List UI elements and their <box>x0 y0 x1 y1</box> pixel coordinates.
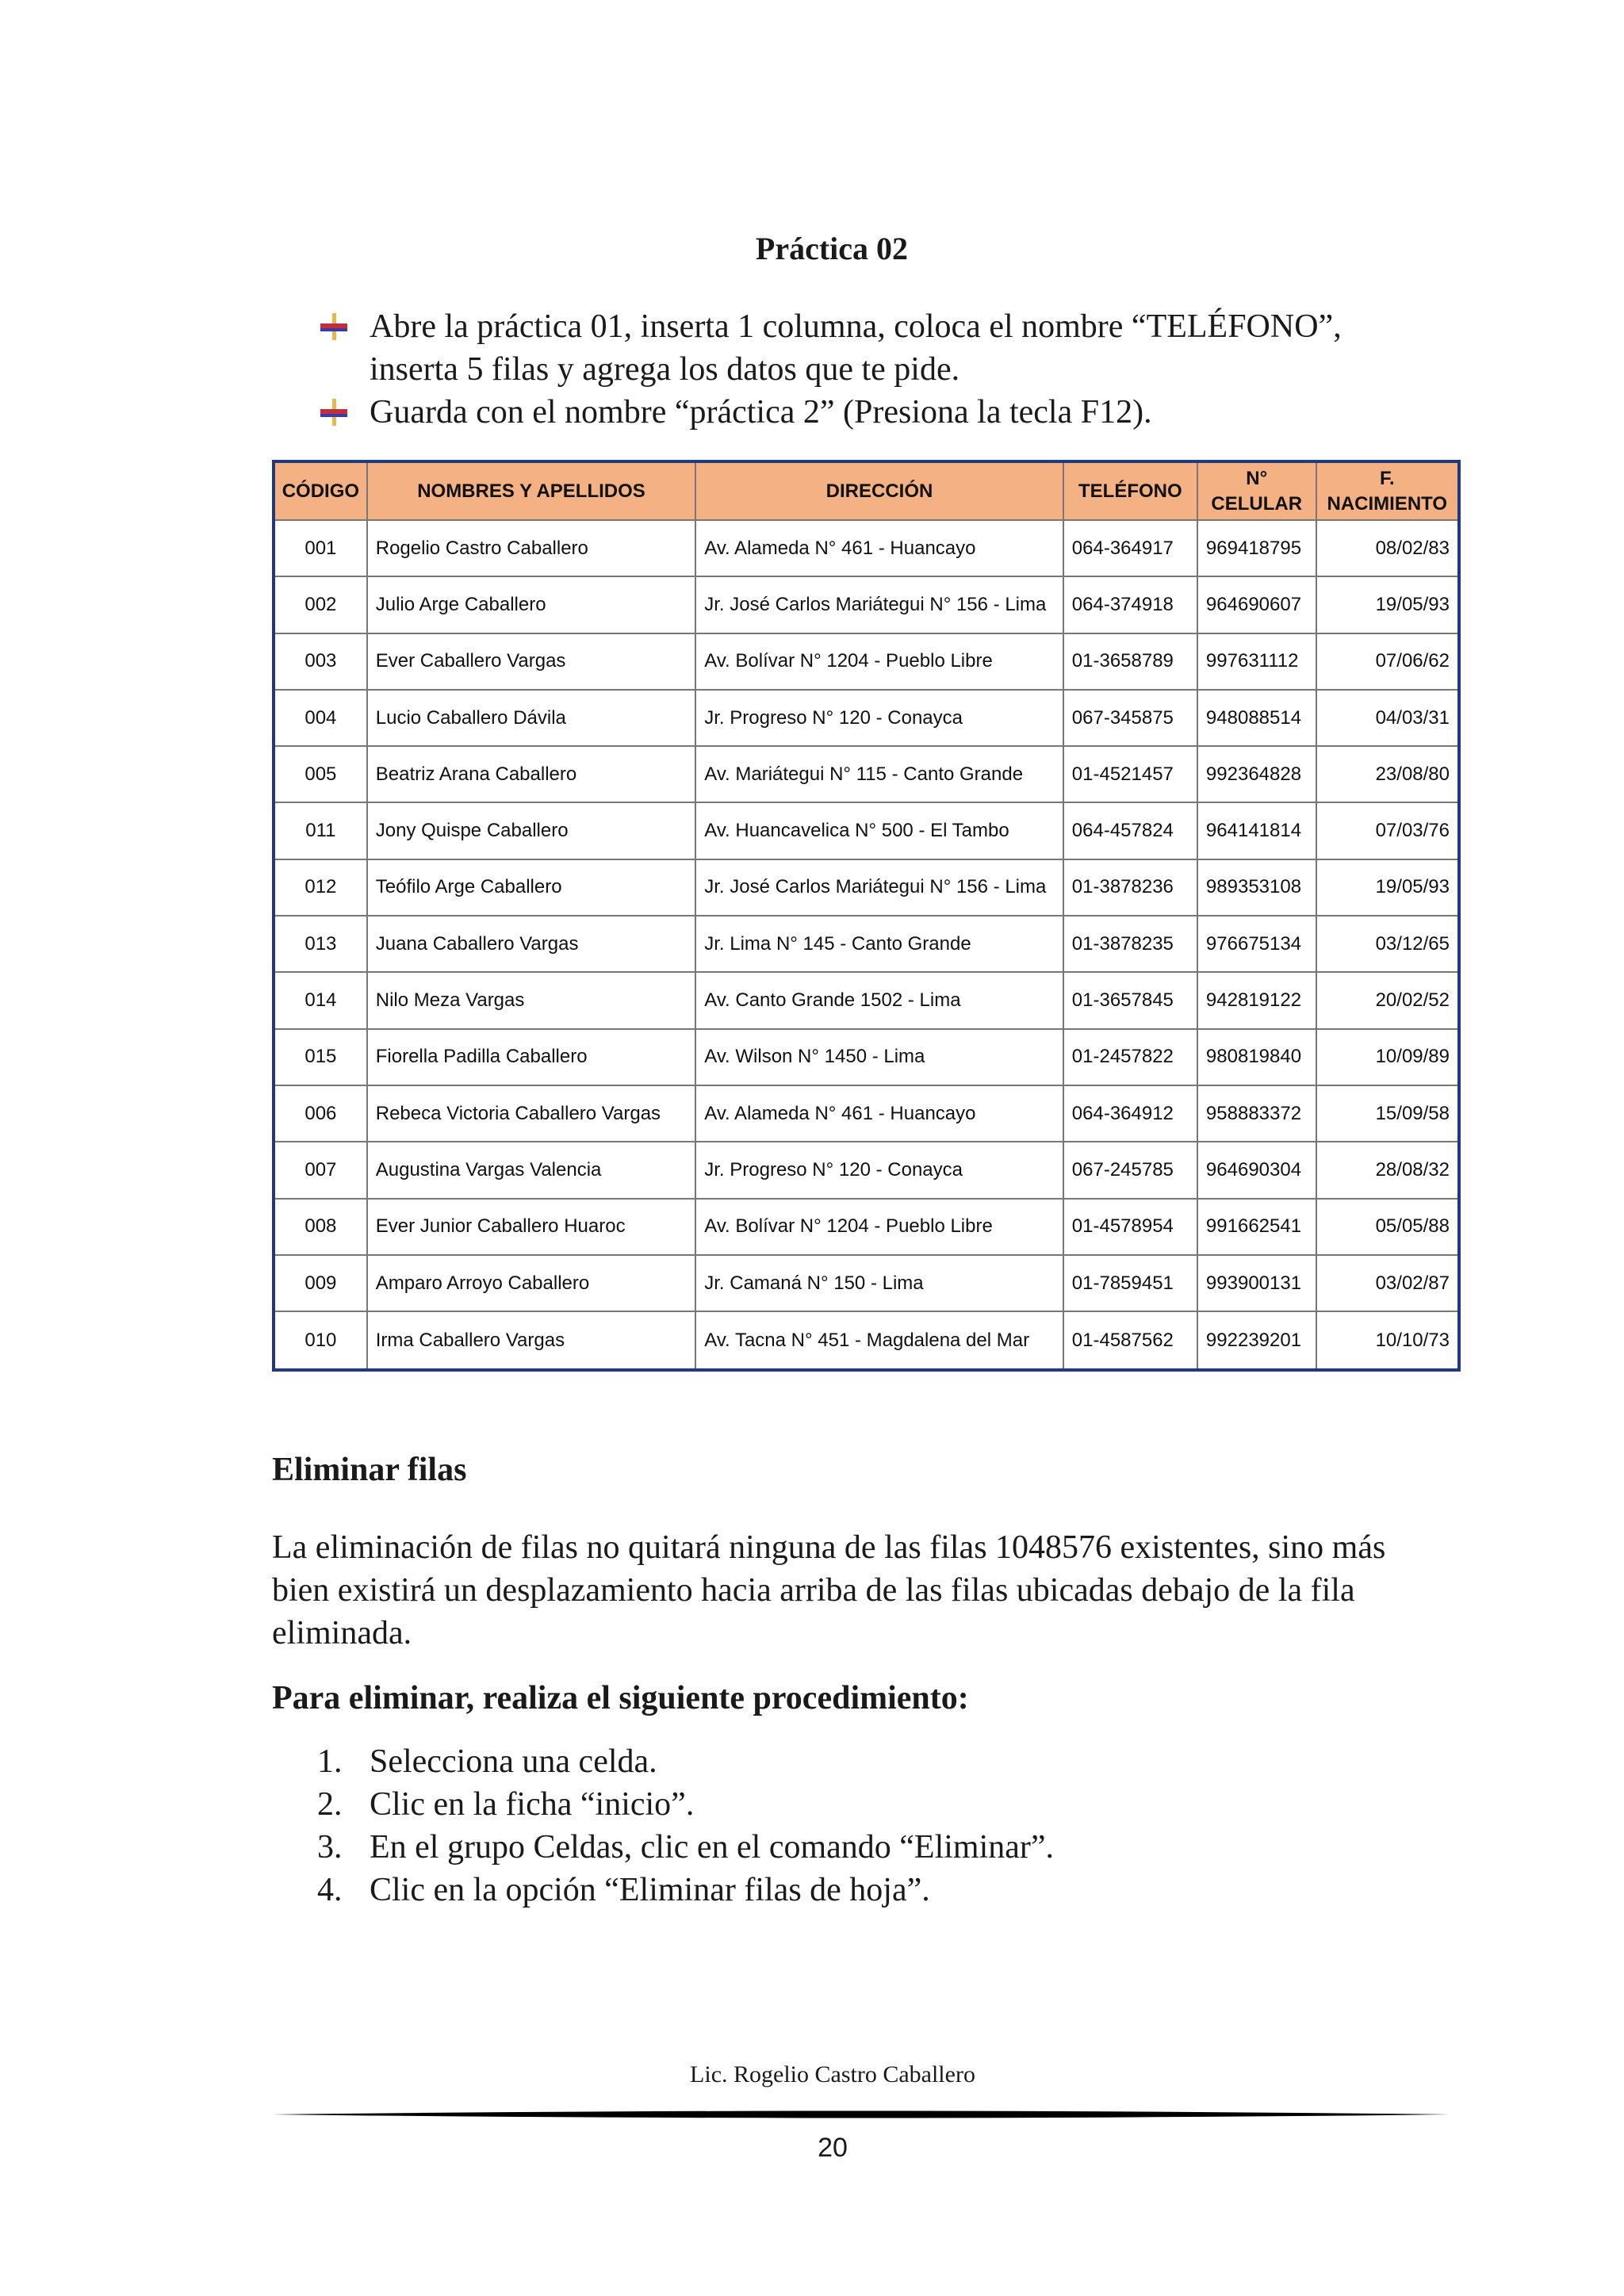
instruction-item <box>317 391 1427 434</box>
cell-nombre: Teófilo Arge Caballero <box>367 859 696 916</box>
cell-celular: 980819840 <box>1197 1029 1316 1085</box>
cell-nombre: Nilo Meza Vargas <box>367 972 696 1028</box>
cell-codigo: 008 <box>274 1199 367 1255</box>
cell-nacimiento: 05/05/88 <box>1316 1199 1459 1255</box>
body-paragraph: La eliminación de filas no quitará ninguna de las filas 1048576 existentes, sino más bien existirá un desplazamiento hacia arriba de las filas ubicadas debajo de la fila eliminada. <box>272 1529 1386 1651</box>
cell-nacimiento: 10/10/73 <box>1316 1311 1459 1370</box>
cell-nombre: Irma Caballero Vargas <box>367 1311 696 1370</box>
cell-direccion: Av. Alameda N° 461 - Huancayo <box>695 520 1063 576</box>
table-row <box>274 1085 1459 1142</box>
table-row <box>274 746 1459 802</box>
cell-celular: 964690607 <box>1197 576 1316 633</box>
cell-telefono: 01-3657845 <box>1063 972 1197 1028</box>
cell-nacimiento: 15/09/58 <box>1316 1085 1459 1142</box>
header-nombres: NOMBRES Y APELLIDOS <box>367 461 696 520</box>
cell-codigo: 009 <box>274 1255 367 1311</box>
table-row <box>274 690 1459 746</box>
step-number: 4. <box>317 1872 343 1908</box>
cell-celular: 964690304 <box>1197 1142 1316 1198</box>
page-number: 20 <box>818 2133 848 2163</box>
step-item <box>317 1826 1054 1869</box>
cell-nombre: Ever Junior Caballero Huaroc <box>367 1199 696 1255</box>
cell-nacimiento: 19/05/93 <box>1316 576 1459 633</box>
cell-codigo: 005 <box>274 746 367 802</box>
cell-nacimiento: 10/09/89 <box>1316 1029 1459 1085</box>
cell-codigo: 010 <box>274 1311 367 1370</box>
cell-codigo: 014 <box>274 972 367 1028</box>
cell-nombre: Augustina Vargas Valencia <box>367 1142 696 1198</box>
step-number: 2. <box>317 1786 343 1823</box>
cell-nacimiento: 03/12/65 <box>1316 916 1459 972</box>
step-text: Selecciona una celda. <box>370 1743 657 1780</box>
cell-nombre: Rebeca Victoria Caballero Vargas <box>367 1085 696 1142</box>
cell-nombre: Julio Arge Caballero <box>367 576 696 633</box>
cell-celular: 976675134 <box>1197 916 1316 972</box>
cell-telefono: 064-364912 <box>1063 1085 1197 1142</box>
cell-telefono: 01-7859451 <box>1063 1255 1197 1311</box>
cell-nombre: Ever Caballero Vargas <box>367 633 696 690</box>
cell-codigo: 013 <box>274 916 367 972</box>
contacts-table <box>272 460 1461 1372</box>
table-row <box>274 520 1459 576</box>
table-row <box>274 972 1459 1028</box>
header-nacimiento: F. NACIMIENTO <box>1316 461 1459 520</box>
cell-nombre: Beatriz Arana Caballero <box>367 746 696 802</box>
table-row <box>274 802 1459 859</box>
cell-direccion: Jr. José Carlos Mariátegui N° 156 - Lima <box>695 859 1063 916</box>
cell-direccion: Av. Bolívar N° 1204 - Pueblo Libre <box>695 633 1063 690</box>
cell-nacimiento: 04/03/31 <box>1316 690 1459 746</box>
step-text: Clic en la ficha “inicio”. <box>370 1786 695 1823</box>
table-row <box>274 576 1459 633</box>
cell-telefono: 01-4521457 <box>1063 746 1197 802</box>
table-row <box>274 1199 1459 1255</box>
cell-celular: 991662541 <box>1197 1199 1316 1255</box>
cell-telefono: 064-374918 <box>1063 576 1197 633</box>
instruction-list <box>317 305 1427 434</box>
header-direccion: DIRECCIÓN <box>695 461 1063 520</box>
cell-direccion: Jr. José Carlos Mariátegui N° 156 - Lima <box>695 576 1063 633</box>
cell-direccion: Jr. Progreso N° 120 - Conayca <box>695 690 1063 746</box>
table-row <box>274 633 1459 690</box>
cell-telefono: 01-4587562 <box>1063 1311 1197 1370</box>
table-row <box>274 1255 1459 1311</box>
table-row <box>274 1311 1459 1370</box>
cell-telefono: 067-345875 <box>1063 690 1197 746</box>
table-row <box>274 1029 1459 1085</box>
cross-bullet-icon <box>320 313 347 340</box>
cell-nombre: Fiorella Padilla Caballero <box>367 1029 696 1085</box>
cell-codigo: 004 <box>274 690 367 746</box>
cell-nacimiento: 23/08/80 <box>1316 746 1459 802</box>
cell-celular: 958883372 <box>1197 1085 1316 1142</box>
step-text: Clic en la opción “Eliminar filas de hoja”. <box>370 1872 930 1908</box>
cell-nombre: Jony Quispe Caballero <box>367 802 696 859</box>
cell-telefono: 01-3878236 <box>1063 859 1197 916</box>
cell-nombre: Amparo Arroyo Caballero <box>367 1255 696 1311</box>
instruction-text: Guarda con el nombre “práctica 2” (Presiona la tecla F12). <box>370 394 1152 430</box>
instruction-text: Abre la práctica 01, inserta 1 columna, coloca el nombre “TELÉFONO”, inserta 5 filas y agrega los datos que te pide. <box>370 308 1342 388</box>
cell-celular: 989353108 <box>1197 859 1316 916</box>
cell-direccion: Av. Canto Grande 1502 - Lima <box>695 972 1063 1028</box>
cell-celular: 964141814 <box>1197 802 1316 859</box>
table-row <box>274 1142 1459 1198</box>
cell-telefono: 01-3878235 <box>1063 916 1197 972</box>
cell-celular: 969418795 <box>1197 520 1316 576</box>
cell-telefono: 01-4578954 <box>1063 1199 1197 1255</box>
cell-nombre: Juana Caballero Vargas <box>367 916 696 972</box>
cell-celular: 942819122 <box>1197 972 1316 1028</box>
cell-nacimiento: 07/03/76 <box>1316 802 1459 859</box>
cell-direccion: Av. Bolívar N° 1204 - Pueblo Libre <box>695 1199 1063 1255</box>
table-header-row <box>274 461 1459 520</box>
cell-direccion: Av. Tacna N° 451 - Magdalena del Mar <box>695 1311 1063 1370</box>
cell-telefono: 01-2457822 <box>1063 1029 1197 1085</box>
step-number: 1. <box>317 1743 343 1780</box>
section-heading: Eliminar filas <box>272 1452 467 1488</box>
cell-direccion: Jr. Camaná N° 150 - Lima <box>695 1255 1063 1311</box>
cell-codigo: 002 <box>274 576 367 633</box>
header-telefono: TELÉFONO <box>1063 461 1197 520</box>
cell-telefono: 064-364917 <box>1063 520 1197 576</box>
page-title: Práctica 02 <box>755 231 909 266</box>
cell-codigo: 001 <box>274 520 367 576</box>
cell-direccion: Av. Wilson N° 1450 - Lima <box>695 1029 1063 1085</box>
footer-divider <box>272 2109 1450 2122</box>
cell-codigo: 003 <box>274 633 367 690</box>
header-celular: N° CELULAR <box>1197 461 1316 520</box>
cell-nombre: Rogelio Castro Caballero <box>367 520 696 576</box>
cell-codigo: 007 <box>274 1142 367 1198</box>
cell-nombre: Lucio Caballero Dávila <box>367 690 696 746</box>
step-item <box>317 1869 1054 1911</box>
cell-codigo: 012 <box>274 859 367 916</box>
cell-nacimiento: 28/08/32 <box>1316 1142 1459 1198</box>
cell-direccion: Av. Huancavelica N° 500 - El Tambo <box>695 802 1063 859</box>
cell-direccion: Av. Alameda N° 461 - Huancayo <box>695 1085 1063 1142</box>
steps-list <box>317 1740 1054 1911</box>
cross-bullet-icon <box>320 399 347 426</box>
cell-codigo: 011 <box>274 802 367 859</box>
procedure-heading: Para eliminar, realiza el siguiente procedimiento: <box>272 1680 969 1716</box>
cell-celular: 993900131 <box>1197 1255 1316 1311</box>
cell-codigo: 015 <box>274 1029 367 1085</box>
cell-nacimiento: 08/02/83 <box>1316 520 1459 576</box>
cell-nacimiento: 20/02/52 <box>1316 972 1459 1028</box>
cell-telefono: 01-3658789 <box>1063 633 1197 690</box>
cell-direccion: Jr. Lima N° 145 - Canto Grande <box>695 916 1063 972</box>
cell-telefono: 067-245785 <box>1063 1142 1197 1198</box>
cell-nacimiento: 03/02/87 <box>1316 1255 1459 1311</box>
step-number: 3. <box>317 1829 343 1866</box>
step-text: En el grupo Celdas, clic en el comando “Eliminar”. <box>370 1829 1055 1866</box>
cell-nacimiento: 07/06/62 <box>1316 633 1459 690</box>
cell-nacimiento: 19/05/93 <box>1316 859 1459 916</box>
table-body <box>274 520 1459 1370</box>
cell-celular: 992364828 <box>1197 746 1316 802</box>
table-row <box>274 859 1459 916</box>
cell-celular: 992239201 <box>1197 1311 1316 1370</box>
cell-celular: 948088514 <box>1197 690 1316 746</box>
table-row <box>274 916 1459 972</box>
cell-direccion: Av. Mariátegui N° 115 - Canto Grande <box>695 746 1063 802</box>
step-item <box>317 1740 1054 1783</box>
step-item <box>317 1783 1054 1826</box>
cell-direccion: Jr. Progreso N° 120 - Conayca <box>695 1142 1063 1198</box>
footer-author: Lic. Rogelio Castro Caballero <box>690 2061 975 2087</box>
cell-celular: 997631112 <box>1197 633 1316 690</box>
instruction-item <box>317 305 1427 391</box>
cell-codigo: 006 <box>274 1085 367 1142</box>
header-codigo: CÓDIGO <box>274 461 367 520</box>
cell-telefono: 064-457824 <box>1063 802 1197 859</box>
